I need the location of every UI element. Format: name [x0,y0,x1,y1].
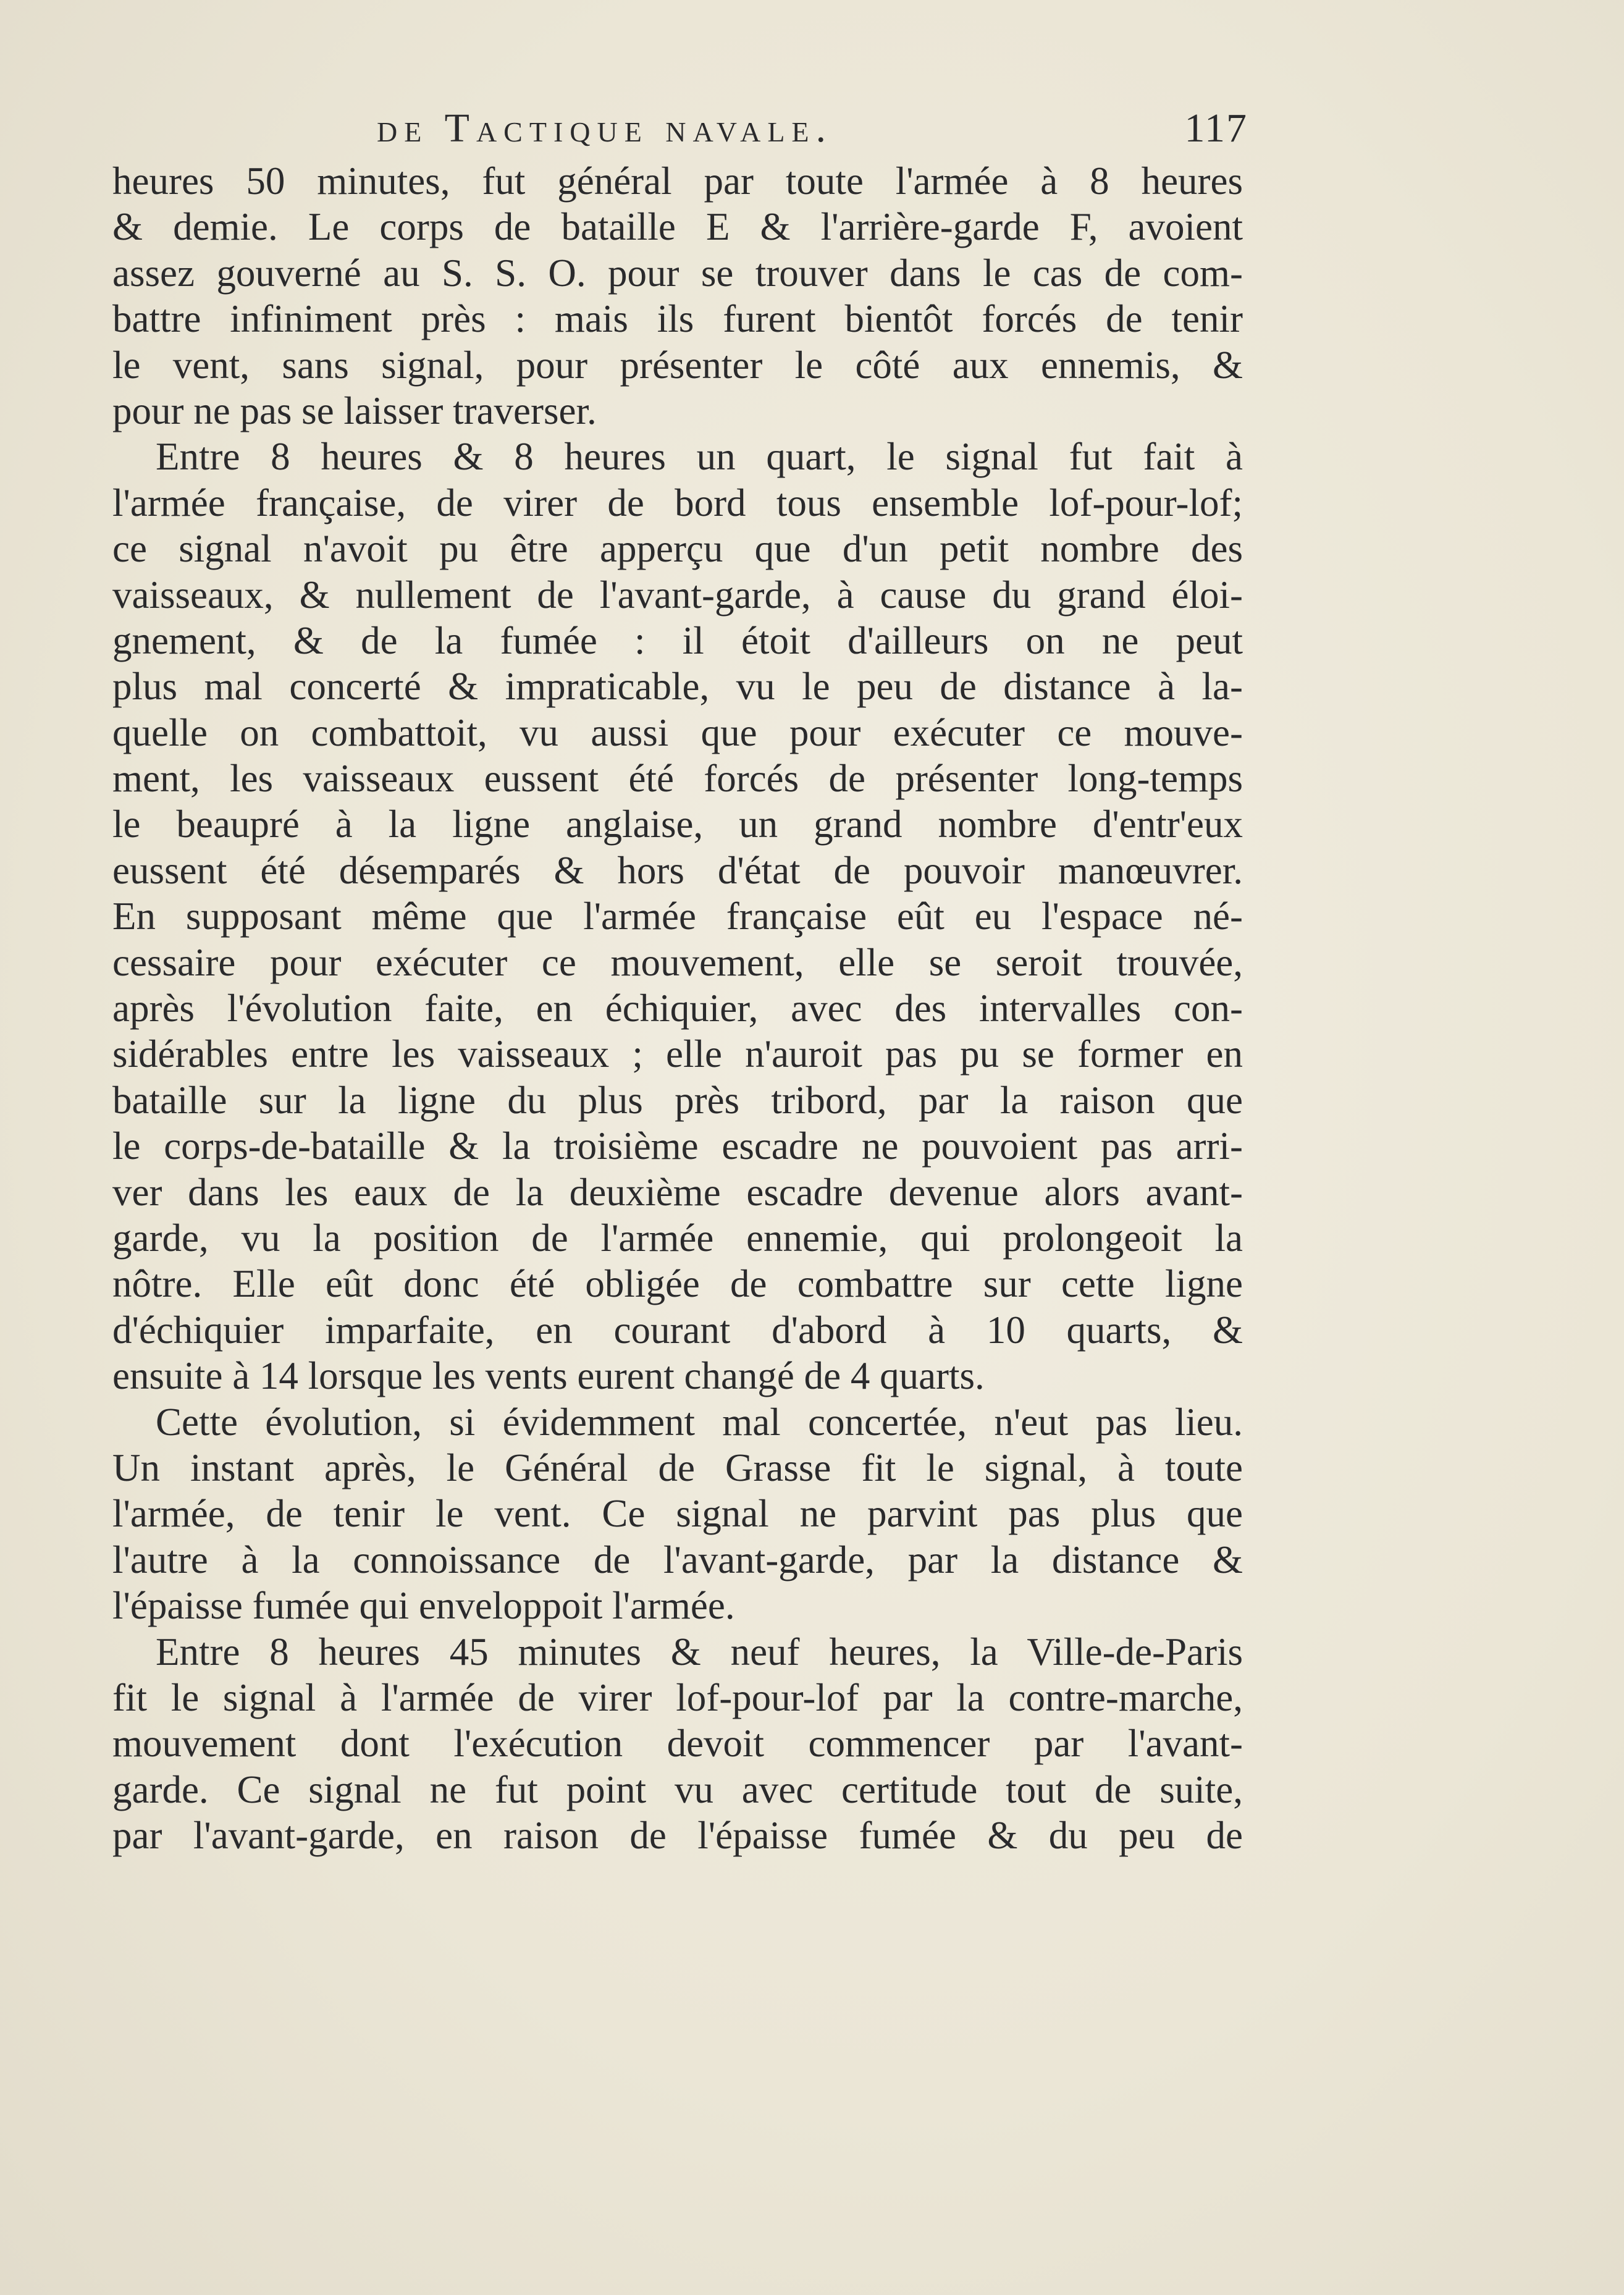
text-line: Entre 8 heures 45 minutes & neuf heures, la Ville-de-Paris [156,1630,1243,1674]
text-line: l'armée française, de virer de bord tous ensemble lof-pour-lof; [112,481,1243,524]
text-line: Un instant après, le Général de Grasse fit le signal, à toute [112,1446,1243,1489]
running-title: de Tactique navale. [377,106,833,151]
body-text [112,158,1243,1858]
text-line: le beaupré à la ligne anglaise, un grand nombre d'entr'eux [112,802,1243,846]
text-line: garde, vu la position de l'armée ennemie, qui prolongeoit la [112,1216,1243,1260]
text-line: l'épaisse fumée qui enveloppoit l'armée. [112,1584,735,1628]
page-number: 117 [1184,106,1248,151]
text-line: le corps-de-bataille & la troisième escadre ne pouvoient pas arri- [112,1124,1243,1168]
text-line: battre infiniment près : mais ils furent bientôt forcés de tenir [112,297,1243,341]
text-line: d'échiquier imparfaite, en courant d'abord à 10 quarts, & [112,1308,1243,1352]
text-line: pour ne pas se laisser traverser. [112,389,597,432]
text-line: bataille sur la ligne du plus près tribord, par la raison que [112,1078,1243,1122]
text-line: vaisseaux, & nullement de l'avant-garde, à cause du grand éloi- [112,573,1243,617]
text-line: mouvement dont l'exécution devoit commencer par l'avant- [112,1722,1243,1766]
text-line: garde. Ce signal ne fut point vu avec certitude tout de suite, [112,1767,1243,1811]
text-line: gnement, & de la fumée : il étoit d'ailleurs on ne peut [112,618,1243,662]
text-line: l'autre à la connoissance de l'avant-garde, par la distance & [112,1538,1243,1581]
text-line: En supposant même que l'armée française eût eu l'espace né- [112,895,1243,938]
text-line: par l'avant-garde, en raison de l'épaisse fumée & du peu de [112,1814,1243,1858]
text-line: après l'évolution faite, en échiquier, avec des intervalles con- [112,987,1243,1030]
text-line: Entre 8 heures & 8 heures un quart, le signal fut fait à [156,435,1243,479]
text-line: heures 50 minutes, fut général par toute l'armée à 8 heures [112,159,1243,203]
text-line: nôtre. Elle eût donc été obligée de combattre sur cette ligne [112,1262,1243,1306]
text-line: quelle on combattoit, vu aussi que pour exécuter ce mouve- [112,710,1243,754]
text-line: sidérables entre les vaisseaux ; elle n'auroit pas pu se former en [112,1032,1243,1076]
text-line: cessaire pour exécuter ce mouvement, elle se seroit trouvée, [112,940,1243,984]
text-line: plus mal concerté & impraticable, vu le peu de distance à la- [112,665,1243,709]
text-line: ce signal n'avoit pu être apperçu que d'un petit nombre des [112,527,1243,571]
text-line: & demie. Le corps de bataille E & l'arrière-garde F, avoient [112,205,1243,249]
text-line: fit le signal à l'armée de virer lof-pour-lof par la contre-marche, [112,1675,1243,1719]
text-line: ver dans les eaux de la deuxième escadre devenue alors avant- [112,1170,1243,1214]
text-line: le vent, sans signal, pour présenter le côté aux ennemis, & [112,343,1243,387]
text-line: l'armée, de tenir le vent. Ce signal ne parvint pas plus que [112,1492,1243,1536]
text-line: assez gouverné au S. S. O. pour se trouver dans le cas de com- [112,251,1243,295]
page-header [377,105,1248,161]
text-line: ensuite à 14 lorsque les vents eurent changé de 4 quarts. [112,1354,985,1398]
text-line: Cette évolution, si évidemment mal concertée, n'eut pas lieu. [156,1400,1243,1444]
text-line: eussent été désemparés & hors d'état de pouvoir manœuvrer. [112,848,1243,892]
text-line: ment, les vaisseaux eussent été forcés de présenter long-temps [112,757,1243,801]
